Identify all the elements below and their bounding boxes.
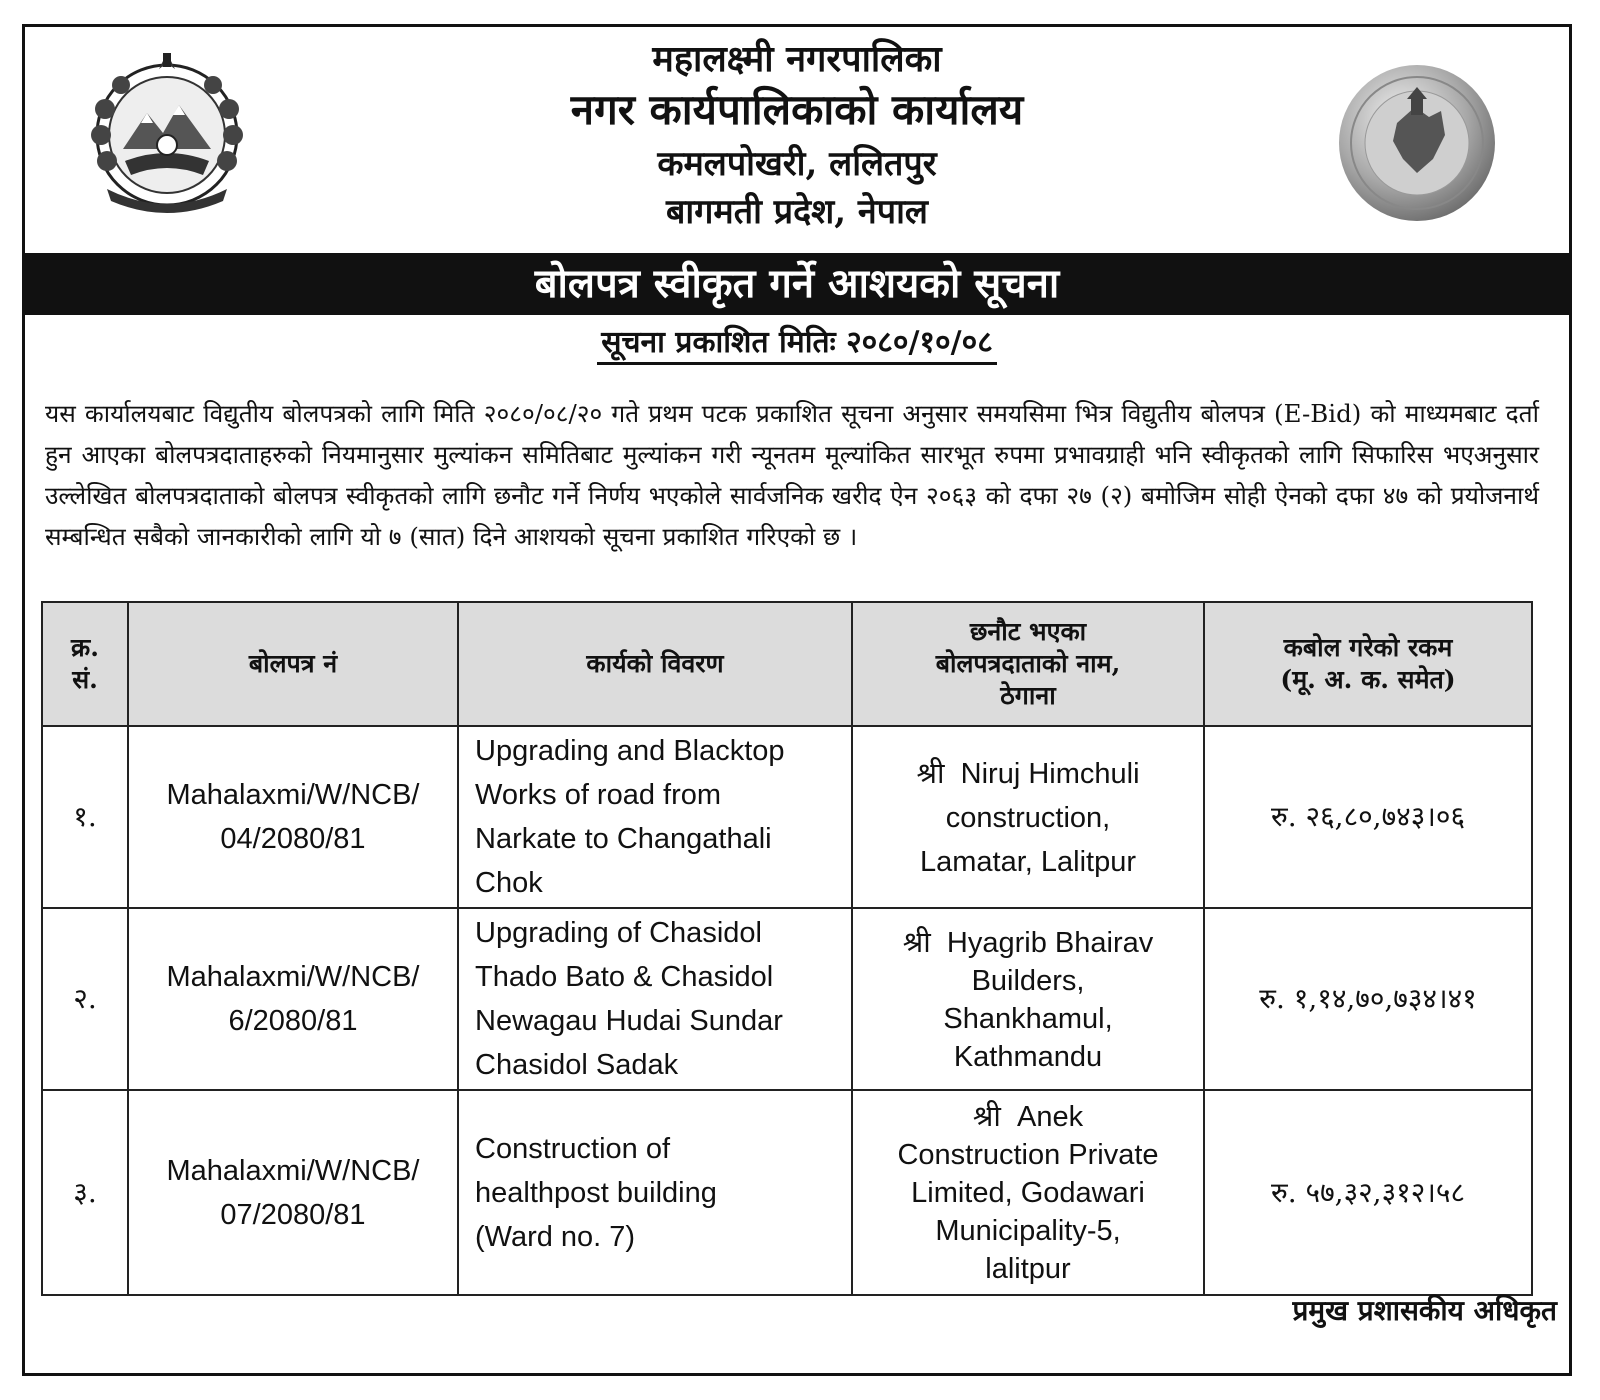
published-date: सूचना प्रकाशित मितिः २०८०/१०/०८ (597, 325, 997, 365)
row-bid-no: Mahalaxmi/W/NCB/ 07/2080/81 (128, 1090, 458, 1295)
row-description: Upgrading and Blacktop Works of road from Narkate to Changathali Chok (458, 726, 852, 908)
awarded-bids-table (41, 601, 1533, 1296)
notice-body: यस कार्यालयबाट विद्युतीय बोलपत्रको लागि मिति २०८०/०८/२० गते प्रथम पटक प्रकाशित सूचना अनुसार समयसिमा भित्र विद्युतीय बोलपत्र (E-Bid) को माध्यमबाट दर्ता हुन आएका बोलपत्रदाताहरुको नियमानुसार मुल्यांकन समितिबाट मुल्यांकन गरी न्यूनतम मूल्यांकित सारभूत रुपमा प्रभावग्राही भनि स्वीकृतको लागि सिफारिस भएअनुसार उल्लेखित बोलपत्रदाताको बोलपत्र स्वीकृतको लागि छनौट गर्ने निर्णय भएकोले सार्वजनिक खरीद ऐन २०६३ को दफा २७ (२) बमोजिम सोही ऐनको दफा ४७ को प्रयोजनार्थ सम्बन्धित सबैको जानकारीको लागि यो ७ (सात) दिने आशयको सूचना प्रकाशित गरिएको छ । (45, 399, 1539, 551)
row-serial-no: ३. (42, 1090, 128, 1295)
header-bid-no: बोलपत्र नं (128, 602, 458, 726)
row-description: Upgrading of Chasidol Thado Bato & Chasidol Newagau Hudai Sundar Chasidol Sadak (458, 908, 852, 1090)
row-serial-no: १. (42, 726, 128, 908)
published-date-line (25, 323, 1569, 363)
office-address: कमलपोखरी, ललितपुर (657, 144, 937, 184)
row-bidder: श्री Anek Construction Private Limited, Godawari Municipality-5, lalitpur (852, 1090, 1204, 1295)
table-header-row (42, 602, 1532, 726)
header-serial-no: क्र. सं. (42, 602, 128, 726)
row-bid-no: Mahalaxmi/W/NCB/ 04/2080/81 (128, 726, 458, 908)
municipality-name: महालक्ष्मी नगरपालिका (652, 38, 942, 80)
row-bidder: श्री Hyagrib Bhairav Builders, Shankhamul, Kathmandu (852, 908, 1204, 1090)
signatory-title: प्रमुख प्रशासकीय अधिकृत (1292, 1294, 1557, 1327)
header-bidder: छनौट भएका बोलपत्रदाताको नाम, ठेगाना (852, 602, 1204, 726)
row-bid-no: Mahalaxmi/W/NCB/ 6/2080/81 (128, 908, 458, 1090)
row-serial-no: २. (42, 908, 128, 1090)
table-row (42, 908, 1532, 1090)
notice-title: बोलपत्र स्वीकृत गर्ने आशयको सूचना (25, 253, 1569, 315)
row-bidder: श्री Niruj Himchuli construction, Lamatar, Lalitpur (852, 726, 1204, 908)
row-amount: रु. ५७,३२,३१२।५८ (1204, 1090, 1532, 1295)
row-amount: रु. १,१४,७०,७३४।४१ (1204, 908, 1532, 1090)
header-amount: कबोल गरेको रकम (मू. अ. क. समेत) (1204, 602, 1532, 726)
row-amount: रु. २६,८०,७४३।०६ (1204, 726, 1532, 908)
table-row (42, 1090, 1532, 1295)
office-name: नगर कार्यपालिकाको कार्यालय (570, 85, 1024, 134)
notice-frame (22, 24, 1572, 1376)
header-description: कार्यको विवरण (458, 602, 852, 726)
row-description: Construction of healthpost building (Ward no. 7) (458, 1090, 852, 1295)
province-country: बागमती प्रदेश, नेपाल (666, 192, 928, 232)
office-header (25, 37, 1569, 235)
table-row (42, 726, 1532, 908)
